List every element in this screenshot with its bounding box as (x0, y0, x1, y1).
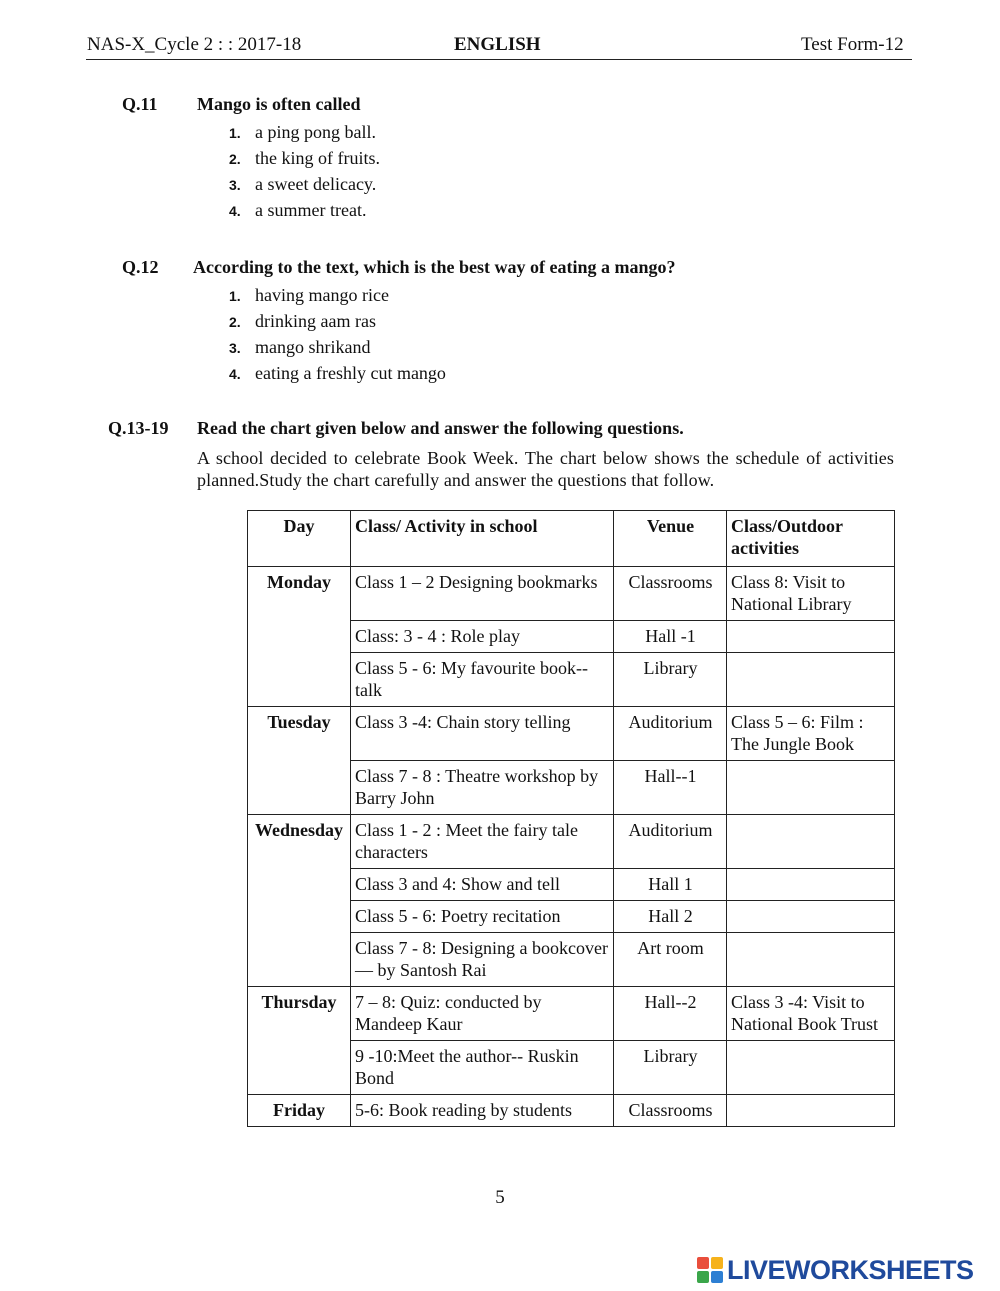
page-number: 5 (495, 1187, 505, 1208)
activity-cell: Class: 3 - 4 : Role play (351, 621, 614, 653)
table-row (248, 987, 895, 1041)
liveworksheets-logo[interactable] (697, 1255, 974, 1285)
venue-cell: Auditorium (614, 707, 727, 761)
outdoor-cell: Class 5 – 6: Film : The Jungle Book (727, 707, 895, 761)
logo-block (697, 1271, 709, 1283)
activity-cell: Class 3 and 4: Show and tell (351, 869, 614, 901)
q12-option-2[interactable]: 2. drinking aam ras (229, 311, 376, 331)
table-row (248, 707, 895, 761)
q11-option-2[interactable]: 2. the king of fruits. (229, 148, 380, 168)
q11-option-3[interactable]: 3. a sweet delicacy. (229, 174, 377, 194)
outdoor-cell (727, 1041, 895, 1095)
activity-cell: 9 -10:Meet the author-- Ruskin Bond (351, 1041, 614, 1095)
schedule-table (247, 510, 895, 1127)
activity-cell: 5-6: Book reading by students (351, 1095, 614, 1127)
header-left: NAS-X_Cycle 2 : : 2017-18 (87, 34, 302, 55)
header-subject: ENGLISH (454, 34, 541, 55)
header-day: Day (248, 511, 351, 567)
day-monday: Monday (248, 567, 351, 707)
header-venue: Venue (614, 511, 727, 567)
outdoor-cell (727, 1095, 895, 1127)
outdoor-cell (727, 933, 895, 987)
outdoor-cell: Class 3 -4: Visit to National Book Trust (727, 987, 895, 1041)
q12-option-1[interactable]: 1. having mango rice (229, 285, 389, 305)
day-thursday: Thursday (248, 987, 351, 1095)
venue-cell: Hall 1 (614, 869, 727, 901)
venue-cell: Art room (614, 933, 727, 987)
q13-number: Q.13-19 (108, 418, 169, 438)
logo-block (711, 1271, 723, 1283)
activity-cell: 7 – 8: Quiz: conducted by Mandeep Kaur (351, 987, 614, 1041)
q12-option-4[interactable]: 4. eating a freshly cut mango (229, 363, 446, 383)
outdoor-cell (727, 653, 895, 707)
q11-text: Mango is often called (197, 94, 361, 114)
q11-number: Q.11 (122, 94, 158, 114)
header-right: Test Form-12 (801, 34, 904, 55)
activity-cell: Class 1 - 2 : Meet the fairy tale characters (351, 815, 614, 869)
outdoor-cell (727, 815, 895, 869)
table-row (248, 567, 895, 621)
outdoor-cell (727, 901, 895, 933)
q12-text: According to the text, which is the best way of eating a mango? (193, 257, 676, 277)
venue-cell: Classrooms (614, 1095, 727, 1127)
q13-paragraph: A school decided to celebrate Book Week. The chart below shows the schedule of activities planned.Study the chart carefully and answer the questions that follow. (197, 448, 894, 490)
outdoor-cell (727, 621, 895, 653)
venue-cell: Library (614, 653, 727, 707)
logo-blocks-icon (697, 1257, 723, 1283)
venue-cell: Auditorium (614, 815, 727, 869)
activity-cell: Class 7 - 8: Designing a bookcover— by Santosh Rai (351, 933, 614, 987)
q13-text: Read the chart given below and answer the following questions. (197, 418, 684, 438)
outdoor-cell: Class 8: Visit to National Library (727, 567, 895, 621)
header-outdoor: Class/Outdoor activities (727, 511, 895, 567)
q12-number: Q.12 (122, 257, 159, 277)
day-tuesday: Tuesday (248, 707, 351, 815)
venue-cell: Hall--1 (614, 761, 727, 815)
activity-cell: Class 7 - 8 : Theatre workshop by Barry John (351, 761, 614, 815)
day-friday: Friday (248, 1095, 351, 1127)
header-activity: Class/ Activity in school (351, 511, 614, 567)
venue-cell: Library (614, 1041, 727, 1095)
outdoor-cell (727, 761, 895, 815)
header-rule (86, 59, 912, 60)
table-row (248, 1095, 895, 1127)
table-header-row (248, 511, 895, 567)
venue-cell: Hall 2 (614, 901, 727, 933)
logo-block (711, 1257, 723, 1269)
q11-option-1[interactable]: 1. a ping pong ball. (229, 122, 376, 142)
logo-block (697, 1257, 709, 1269)
table-row (248, 815, 895, 869)
venue-cell: Hall--2 (614, 987, 727, 1041)
activity-cell: Class 5 - 6: Poetry recitation (351, 901, 614, 933)
activity-cell: Class 3 -4: Chain story telling (351, 707, 614, 761)
outdoor-cell (727, 869, 895, 901)
venue-cell: Hall -1 (614, 621, 727, 653)
logo-text: LIVEWORKSHEETS (727, 1254, 974, 1285)
activity-cell: Class 5 - 6: My favourite book-- talk (351, 653, 614, 707)
q11-option-4[interactable]: 4. a summer treat. (229, 200, 367, 220)
activity-cell: Class 1 – 2 Designing bookmarks (351, 567, 614, 621)
venue-cell: Classrooms (614, 567, 727, 621)
day-wednesday: Wednesday (248, 815, 351, 987)
q12-option-3[interactable]: 3. mango shrikand (229, 337, 371, 357)
